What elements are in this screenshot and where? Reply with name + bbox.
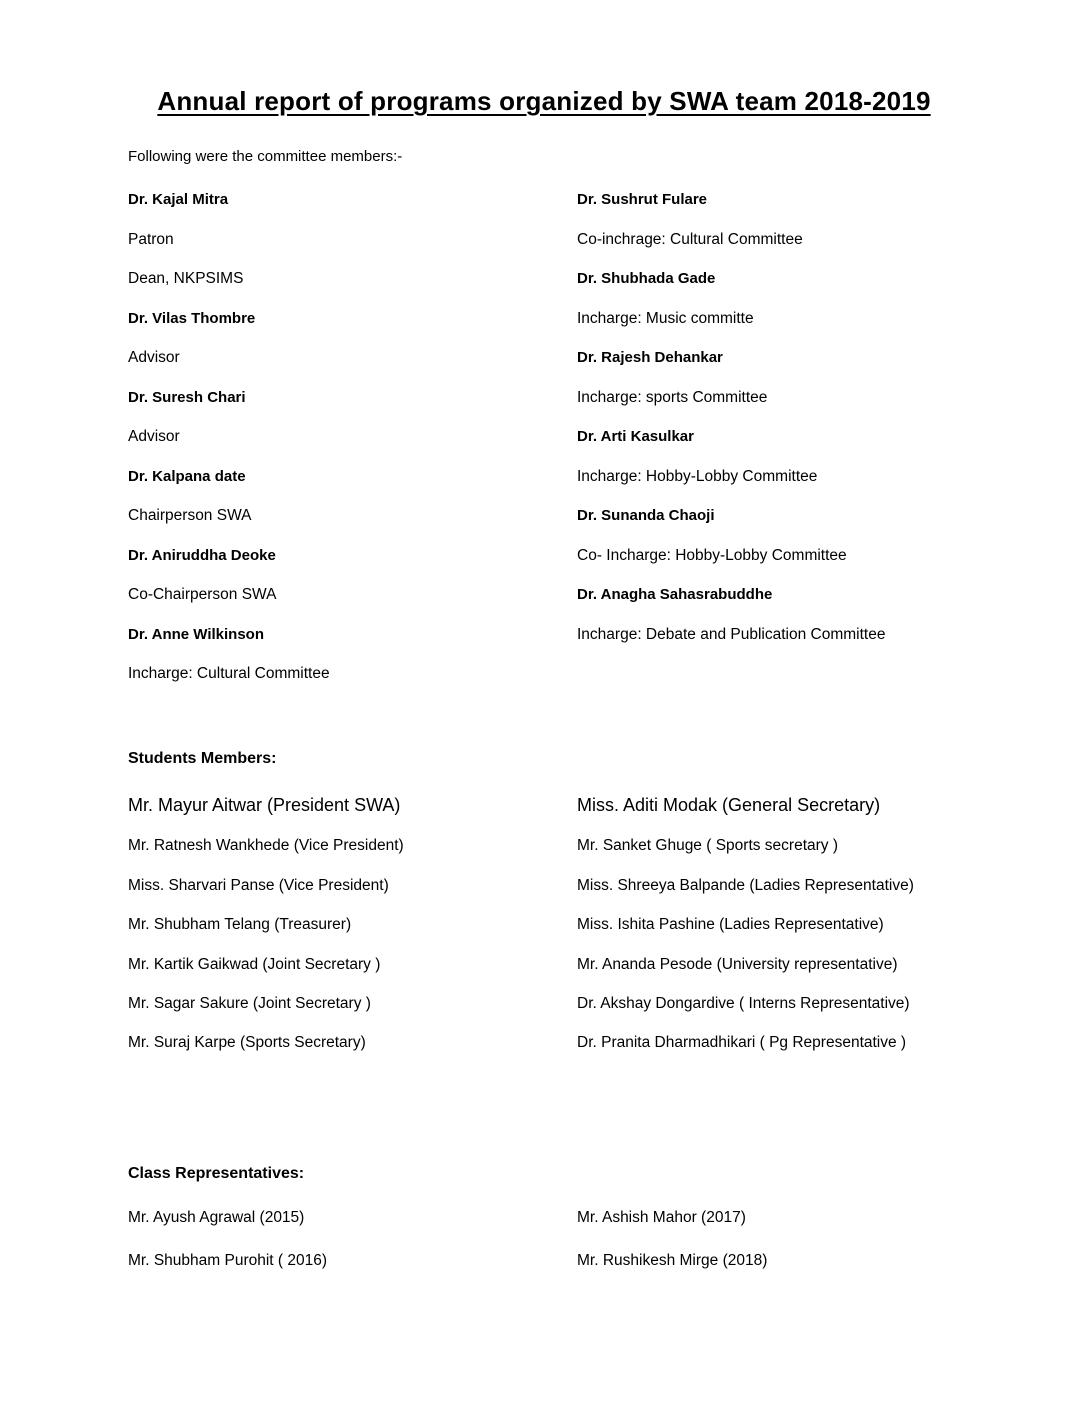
committee-member-name: Dr. Sushrut Fulare [577,191,708,208]
students-heading: Students Members: [128,750,277,767]
committee-member-role: Incharge: Cultural Committee [128,665,330,682]
student-member: Miss. Shreeya Balpande (Ladies Representative) [577,877,914,894]
committee-member-name: Dr. Kalpana date [128,468,246,485]
student-member: Miss. Aditi Modak (General Secretary) [577,795,881,815]
committee-member-name: Dr. Anagha Sahasrabuddhe [577,586,773,603]
student-member: Miss. Ishita Pashine (Ladies Representative) [577,916,884,933]
student-member: Mr. Sagar Sakure (Joint Secretary ) [128,995,371,1012]
committee-member-role: Incharge: Debate and Publication Committee [577,626,886,643]
class-representative: Mr. Ashish Mahor (2017) [577,1209,746,1226]
class-representative: Mr. Ayush Agrawal (2015) [128,1209,305,1226]
student-member: Dr. Pranita Dharmadhikari ( Pg Representative ) [577,1034,907,1051]
committee-member-name: Dr. Rajesh Dehankar [577,349,723,366]
student-member: Mr. Suraj Karpe (Sports Secretary) [128,1034,366,1051]
student-member: Dr. Akshay Dongardive ( Interns Representative) [577,995,910,1012]
committee-member-role: Dean, NKPSIMS [128,270,244,287]
committee-member-role: Chairperson SWA [128,507,252,524]
committee-member-name: Dr. Vilas Thombre [128,310,256,327]
student-member: Mr. Ananda Pesode (University representative) [577,956,898,973]
student-member: Miss. Sharvari Panse (Vice President) [128,877,389,894]
committee-member-name: Dr. Sunanda Chaoji [577,507,715,524]
committee-member-role: Patron [128,231,174,248]
class-representative: Mr. Shubham Purohit ( 2016) [128,1252,328,1269]
committee-member-name: Dr. Arti Kasulkar [577,428,694,445]
committee-member-role: Co- Incharge: Hobby-Lobby Committee [577,547,847,564]
committee-member-role: Co-Chairperson SWA [128,586,277,603]
student-member: Mr. Kartik Gaikwad (Joint Secretary ) [128,956,381,973]
committee-member-role: Incharge: Music committe [577,310,754,327]
student-member: Mr. Shubham Telang (Treasurer) [128,916,352,933]
committee-member-name: Dr. Kajal Mitra [128,191,229,208]
student-member: Mr. Ratnesh Wankhede (Vice President) [128,837,404,854]
committee-member-name: Dr. Anne Wilkinson [128,626,264,643]
committee-member-role: Incharge: sports Committee [577,389,768,406]
committee-member-role: Co-inchrage: Cultural Committee [577,231,803,248]
committee-member-role: Incharge: Hobby-Lobby Committee [577,468,818,485]
page-title: Annual report of programs organized by SWA team 2018-2019 [157,86,931,116]
class-reps-heading: Class Representatives: [128,1165,305,1182]
committee-member-name: Dr. Aniruddha Deoke [128,547,276,564]
student-member: Mr. Mayur Aitwar (President SWA) [128,795,401,815]
committee-member-name: Dr. Shubhada Gade [577,270,716,287]
intro-text: Following were the committee members:- [128,148,403,165]
student-member: Mr. Sanket Ghuge ( Sports secretary ) [577,837,839,854]
committee-member-role: Advisor [128,349,180,366]
committee-member-role: Advisor [128,428,180,445]
committee-member-name: Dr. Suresh Chari [128,389,246,406]
class-representative: Mr. Rushikesh Mirge (2018) [577,1252,768,1269]
